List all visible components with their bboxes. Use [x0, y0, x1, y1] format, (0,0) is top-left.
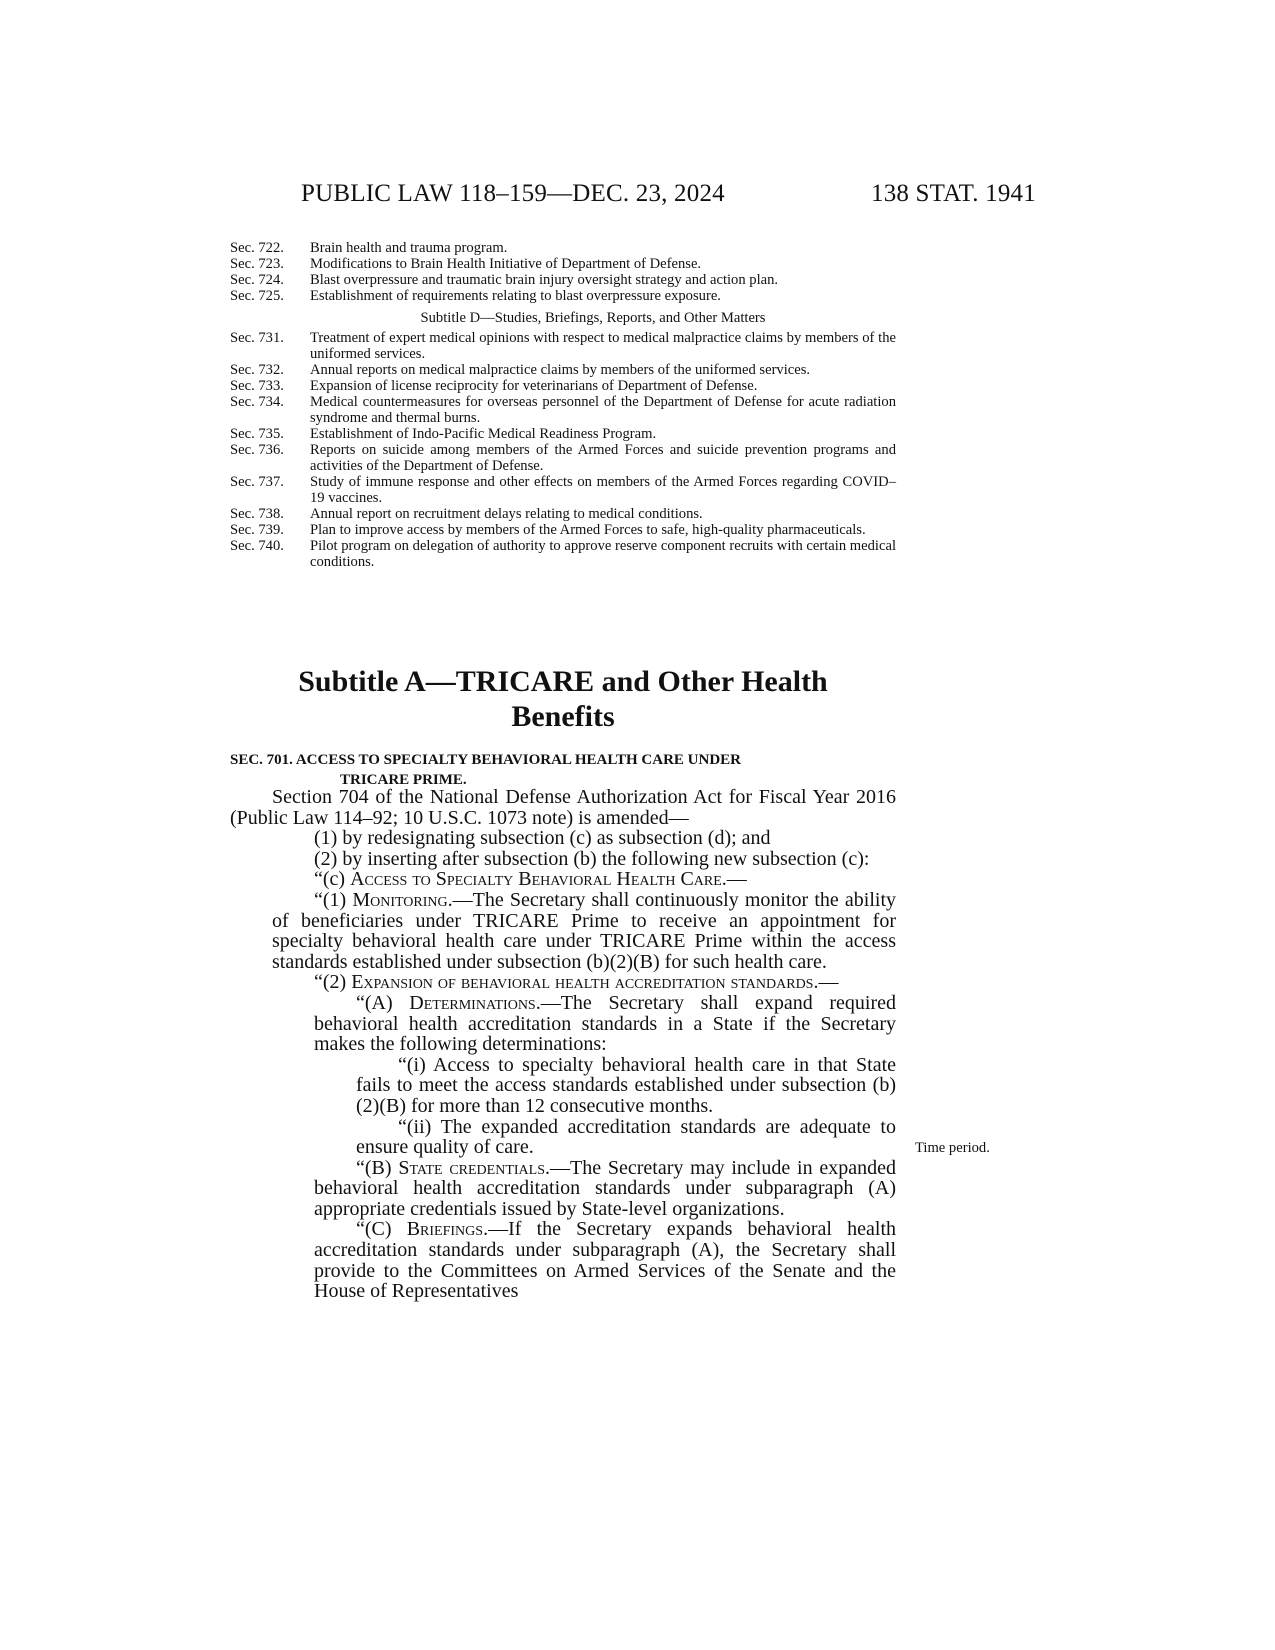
toc-entry-number: Sec. 723.: [230, 256, 284, 272]
toc-entry: [230, 522, 896, 538]
subparagraph-c-briefings: “(C) Briefings.—If the Secretary expands behavioral health accreditation standards under subparagraph (A), the Secretary shall provide to the Committees on Armed Services of the Senate and the House of Representatives: [314, 1218, 896, 1303]
toc-entry-title: Establishment of requirements relating to blast overpressure exposure.: [310, 288, 721, 304]
margin-note: Time period.: [915, 1140, 990, 1156]
toc-entry-number: Sec. 738.: [230, 506, 284, 522]
toc-entry-title: Study of immune response and other effects on members of the Armed Forces regarding COVID–19 vaccines.: [310, 474, 896, 506]
statute-page-number: 138 STAT. 1941: [871, 180, 1036, 207]
toc-entry-number: Sec. 733.: [230, 378, 284, 394]
toc-group-subtitle-c: [230, 240, 896, 304]
toc-entry-title: Annual report on recruitment delays relating to medical conditions.: [310, 506, 703, 522]
toc-entry-number: Sec. 725.: [230, 288, 284, 304]
toc-entry: [230, 240, 896, 256]
toc-entry-title: Modifications to Brain Health Initiative of Department of Defense.: [310, 256, 702, 272]
toc-entry-title: Expansion of license reciprocity for veterinarians of Department of Defense.: [310, 378, 758, 394]
toc-entry-title: Pilot program on delegation of authority to approve reserve component recruits with certain medical conditions.: [310, 538, 896, 570]
toc-entry-title: Brain health and trauma program.: [310, 240, 508, 256]
subtitle-heading-line1: Subtitle A—TRICARE and Other Health: [298, 665, 828, 698]
toc-entry-title: Reports on suicide among members of the Armed Forces and suicide prevention programs and activities of the Department of Defense.: [310, 442, 896, 474]
toc-entry-title: Medical countermeasures for overseas personnel of the Department of Defense for acute radiation syndrome and thermal burns.: [310, 394, 896, 426]
body-intro-paragraph: Section 704 of the National Defense Authorization Act for Fiscal Year 2016 (Public Law 114–92; 10 U.S.C. 1073 note) is amended—: [230, 786, 896, 829]
toc-entry-number: Sec. 722.: [230, 240, 284, 256]
amendment-item-1: (1) by redesignating subsection (c) as subsection (d); and: [314, 827, 771, 850]
toc-group-subtitle-d: [230, 330, 896, 570]
toc-subtitle-d: Subtitle D—Studies, Briefings, Reports, and Other Matters: [420, 310, 766, 326]
subparagraph-b-state-credentials: “(B) State credentials.—The Secretary may include in expanded behavioral health accreditation standards under subparagraph (A) appropriate credentials issued by State-level organizations.: [314, 1156, 896, 1220]
toc-entry: [230, 394, 896, 426]
running-header-title: PUBLIC LAW 118–159—DEC. 23, 2024: [301, 180, 725, 207]
clause-i: “(i) Access to specialty behavioral health care in that State fails to meet the access standards established under subsection (b)(2)(B) for more than 12 consecutive months.: [356, 1053, 896, 1117]
subtitle-heading-line2: Benefits: [511, 700, 615, 733]
amendment-item-2: (2) by inserting after subsection (b) the following new subsection (c):: [314, 847, 870, 870]
toc-entry: [230, 378, 896, 394]
toc-entry-number: Sec. 734.: [230, 394, 284, 410]
section-heading-line2: TRICARE PRIME.: [340, 772, 467, 788]
new-subsection-c-heading: “(c) Access to Specialty Behavioral Health Care.—: [314, 868, 747, 891]
toc-entry: [230, 442, 896, 474]
toc-entry: [230, 538, 896, 570]
toc-entry-title: Blast overpressure and traumatic brain injury oversight strategy and action plan.: [310, 272, 779, 288]
clause-ii: “(ii) The expanded accreditation standards are adequate to ensure quality of care.: [356, 1115, 896, 1159]
toc-entry: [230, 474, 896, 506]
subtitle-heading: [230, 664, 896, 734]
toc-entry-title: Establishment of Indo-Pacific Medical Readiness Program.: [310, 426, 657, 442]
toc-entry-title: Annual reports on medical malpractice claims by members of the uniformed services.: [310, 362, 811, 378]
toc-entry: [230, 362, 896, 378]
toc-entry-title: Plan to improve access by members of the Armed Forces to safe, high-quality pharmaceuticals.: [310, 522, 866, 538]
table-of-contents: [230, 240, 896, 570]
toc-entry: [230, 272, 896, 288]
toc-entry: [230, 426, 896, 442]
toc-entry-number: Sec. 739.: [230, 522, 284, 538]
toc-entry-number: Sec. 737.: [230, 474, 284, 490]
toc-entry-number: Sec. 731.: [230, 330, 284, 346]
toc-entry: [230, 288, 896, 304]
section-heading-line1: SEC. 701. ACCESS TO SPECIALTY BEHAVIORAL HEALTH CARE UNDER: [230, 752, 741, 768]
subparagraph-a-determinations: “(A) Determinations.—The Secretary shall expand required behavioral health accreditation standards in a State if the Secretary makes the following determinations:: [314, 991, 897, 1056]
toc-entry: [230, 506, 896, 522]
section-body: [230, 787, 896, 1302]
paragraph-1-monitoring: “(1) Monitoring.—The Secretary shall continuously monitor the ability of beneficiaries under TRICARE Prime to receive an appointment for specialty behavioral health care under TRICARE Prime within the access standards established under subsection (b)(2)(B) for such health care.: [272, 888, 897, 973]
toc-entry-title: Treatment of expert medical opinions with respect to medical malpractice claims by members of the uniformed services.: [310, 330, 896, 362]
section-heading: [230, 750, 896, 790]
toc-entry-number: Sec. 732.: [230, 362, 284, 378]
toc-entry-number: Sec. 740.: [230, 538, 284, 554]
paragraph-2-heading: “(2) Expansion of behavioral health accreditation standards.—: [314, 971, 839, 994]
toc-entry-number: Sec. 736.: [230, 442, 284, 458]
toc-entry-number: Sec. 735.: [230, 426, 284, 442]
toc-entry: [230, 330, 896, 362]
toc-entry-number: Sec. 724.: [230, 272, 284, 288]
toc-entry: [230, 256, 896, 272]
